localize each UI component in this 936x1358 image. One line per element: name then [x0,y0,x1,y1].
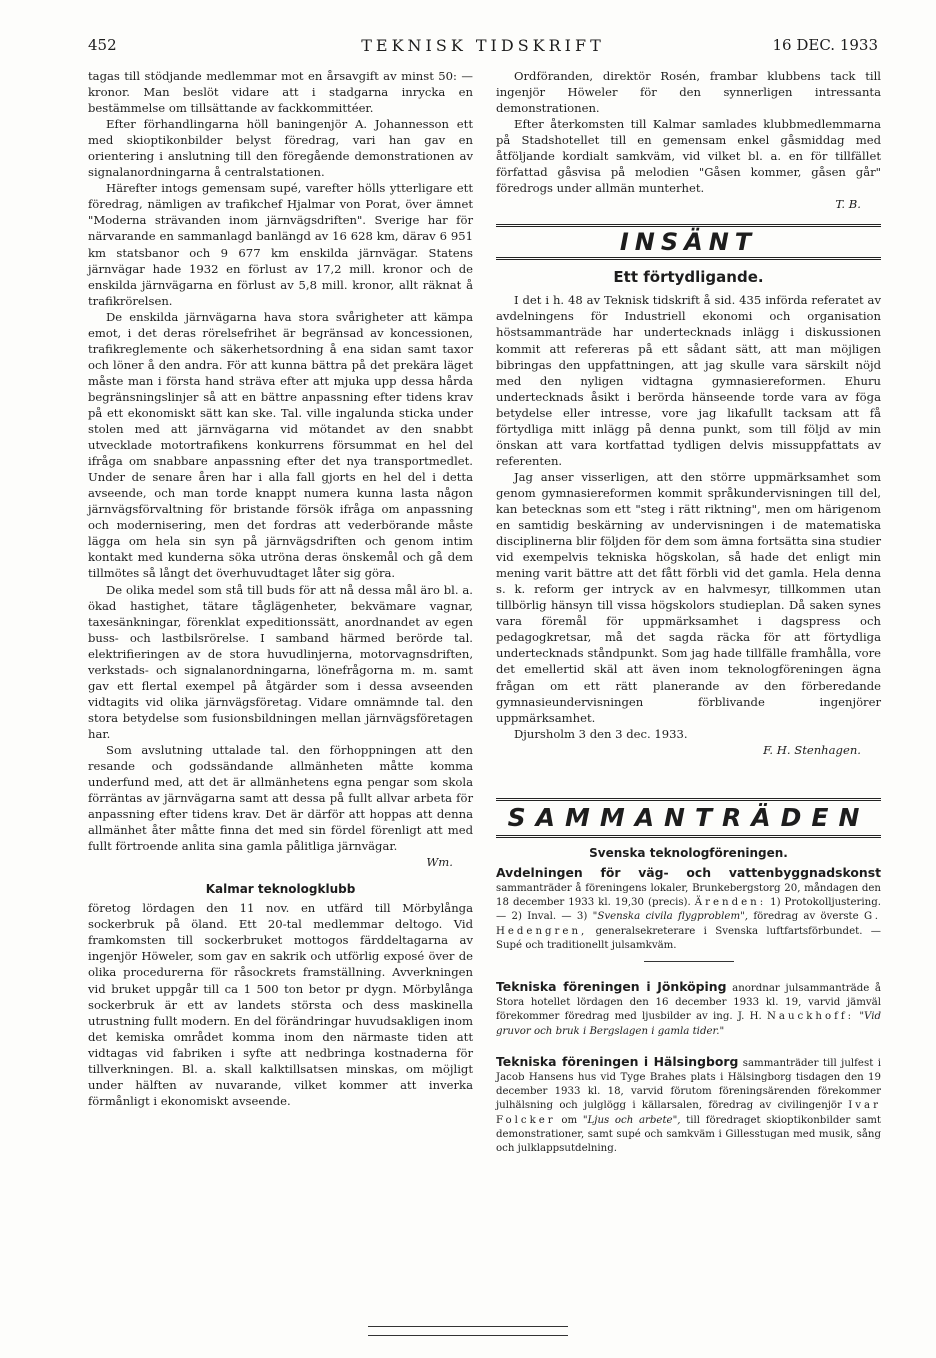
paragraph: Efter förhandlingarna höll baningenjör A. Johannesson ett med skioptikonbilder belyst föredrag, vari han gav en orientering i anslutning till den föregående demonstrationen av signalanordningarna å centralstationen. [88,117,473,180]
banner-text: INSÄNT [619,228,758,257]
paragraph: företog lördagen den 11 nov. en utfärd till Mörbylånga sockerbruk på öland. Ett 20-tal medlemmar deltogo. Vid framkomsten till sockerbruket mottogos färddeltagarna av ingenjör Höweler, som gav en sakrik och utförlig exposé över de olika procedurerna för råsockrets framställning. Avverkningen vid bruket uppgår till ca 1 500 ton betor pr dygn. Mörbylånga sockerbruk är ett av landets största och dess maskinella utrustning fullt modern. En del förändringar huvudsakligen inom det kemiska området komma inom den närmaste tiden att vidtagas vid fabriken i syfte att nedbringa kostnaderna för tillverkningen. Bl. a. skall kalktillsatsen minskas, om möjligt under hälften av nuvarande, vilket kommer att inverka förmånligt i ekonomiskt avseende. [88,901,473,1108]
paragraph: I det i h. 48 av Teknisk tidskrift å sid. 435 införda referatet av avdelningens för Industriell ekonomi och organisation höstsammanträde har undertecknads inlägg i diskussionen kommit att refereras på ett sådant sätt, att man möjligen bibringas den uppfattningen, att jag skulle vara särskilt nöjd med den nyligen vidtagna gymnasiereformen. Ehuru undertecknads åsikt i berörda hänseende torde vara av föga betydelse eller intresse, vore jag likafullt tacksam att få förtydliga mitt inlägg på denna punkt, som till följd av min önskan att vara kortfattad tydligen delvis missuppfattats av referenten. [496,293,881,468]
paragraph: Ordföranden, direktör Rosén, frambar klubbens tack till ingenjör Höweler för den synnerligen intressanta demonstrationen. [496,69,881,116]
entry-lead: Tekniska föreningen i Jönköping [496,978,727,994]
footer-rule [368,1326,568,1336]
paragraph: De olika medel som stå till buds för att nå dessa mål äro bl. a. ökad hastighet, tätare tåglägenheter, bekvämare vagnar, taxesänkningar, förenklat expeditionssätt, anordnandet av egen buss- och lastbilsrörelse. I samband härmed berörde tal. elektrifieringen av de stora huvudlinjerna, motorvagnsdriften, verkstads- och signalanordningarna, lönefrågorna m. m. samt gav ett flertal exempel på åtgärder som i dessa avseenden vidtagits vid olika järnvägsföretag. Vidare omnämnde tal. den stora betydelse som fusionsbildningen mellan järnvägsföretagen har. [88,582,473,741]
paragraph: Jag anser visserligen, att den större uppmärksamhet som genom gymnasiereformen kommit språkundervisningen till del, kan betecknas som ett "steg i rätt riktning", men om härigenom en samtidig beskärning av undervisningen i de matematiska disciplinerna blir följden för dem som ämna fortsätta sina studier vid exempelvis tekniska högskolan, så hade det enligt min mening varit bättre att det fått förbli vid det gamla. Hela denna s. k. reform ger intryck av en halvmesyr, tillkommen utan tillbörlig hänsyn till vissa högskolors studieplan. Då saken synes vara föremål för uppmärksamhet i dagspress och pedagogkretsar, må det sagda räcka för att förtydliga undertecknads ståndpunkt. Som jag hade tillfälle framhålla, vore det emellertid skäl att även inom teknologföreningen ägna frågan om ett rätt planerande av den förberedande gymnasieundervisningen förblivande ingenjörer uppmärksamhet. [496,469,881,725]
paragraph: Efter återkomsten till Kalmar samlades klubbmedlemmarna på Stadshotellet till en gemensam enkel gåsmiddag med åtföljande kordialt samkväm, vid vilket bl. a. en för tillfället författad gåsvisa på melodien "Gåsen kommer, gåsen går" föredrogs under allmän munterhet. [496,117,881,196]
signature: T. B. [835,197,861,212]
page-number: 452 [88,36,117,54]
issue-date: 16 DEC. 1933 [772,36,878,54]
meeting-entry: Tekniska föreningen i Jönköping anordnar julsammanträde å Stora hotellet lördagen den 16 december 1933 kl. 19, varvid jämväl förekommer föredrag med ljusbilder av ing. J. H. Nauckhoff: "Vid gruvor och bruk i Bergslagen i gamla tider." [496,978,881,1037]
paragraph: Härefter intogs gemensam supé, varefter hölls ytterligare ett föredrag, nämligen av trafikchef Hjalmar von Porat, över ämnet "Moderna strävanden inom järnvägsdriften". Sverige har för närvarande en sammanlagd banlängd av 16 628 km, därav 6 951 km statsbanor och 9 677 km enskilda järnvägar. Statens järnvägar hade 1932 en förlust av 17,2 mill. kronor och de enskilda järnvägarna en förlust av 5,8 mill. kronor, allt räknat å trafikrörelsen. [88,181,473,308]
insant-banner [496,224,881,260]
paragraph: De enskilda järnvägarna hava stora svårigheter att kämpa emot, i det deras rörelsefrihet är begränsad av koncessionen, trafikreglemente och säkerhetsordning å ena sidan samt taxor och löner å den andra. För att kunna bättra på det prekära läget måste man i första hand sträva efter att mjuka upp dessa hårda begränsningslinjer så att en bättre anpassning efter tidens krav på ett ekonomiskt sätt kan ske. Tal. ville ingalunda sticka under stolen med att järnvägarna vid mötandet av den snabbt utvecklade motortrafikens konkurrens försummat en hel del ifråga om snabbare anpassning efter det nya transportmedlet. Under de senare åren har i alla fall gjorts en hel del i detta avseende, och man torde knappt numera kunna lasta någon järnvägsförvaltning för bristande försök ifråga om anpassning och modernisering, men det fordras att vederbörande måste lägga om hela sin syn på järnvägsdriften och genom intim kontakt med kunderna söka utröna deras önskemål och gå dem tillmötes så långt det överhuvudtaget låter sig göra. [88,309,473,581]
meetings-subtitle: Svenska teknologföreningen. [589,845,788,860]
paragraph: Djursholm 3 den 3 dec. 1933. [514,726,688,741]
entry-lead: Tekniska föreningen i Hälsingborg [496,1053,739,1069]
right-column [496,68,881,1156]
signature: Wm. [426,855,453,870]
section-heading: Kalmar teknologklubb [205,882,356,897]
meeting-entry: Tekniska föreningen i Hälsingborg sammanträder till julfest i Jacob Hansens hus vid Tyge Brahes plats i Hälsingborg tisdagen den 19 december 1933 kl. 18, varvid förutom föreningsärenden förekommer julhälsning och julglögg i källarsalen, föredrag av civilingenjör Ivar Folcker om "Ljus och arbete", till föredraget skioptikonbilder samt demonstrationer, samt supé och samkväm i Gillesstugan med musik, sång och julklappsutdelning. [496,1053,881,1154]
running-header [88,36,878,58]
journal-title: TEKNISK TIDSKRIFT [361,36,605,55]
article-title: Ett förtydligande. [613,268,764,287]
divider [644,961,734,962]
meetings-banner [496,798,881,838]
paragraph: tagas till stödjande medlemmar mot en årsavgift av minst 50: — kronor. Man beslöt vidare att i stadgarna inrycka en bestämmelse om tillsättande av fackkommittéer. [88,69,473,116]
entry-lead: Avdelningen för väg- och vattenbyggnadskonst [496,864,881,880]
paragraph: Som avslutning uttalade tal. den förhoppningen att den resande och godssändande allmänheten måtte komma underfund med, att det är allmänhetens egna pengar som skola förräntas av järnvägarna samt att dessa på fullt allvar arbeta för anpassning efter tidens krav. Det är därför att hoppas att denna allmänhet åter måtte finna det med sin fördel förenligt att med fullt förtroende anlita sina gamla pålitliga järnvägar. [88,742,473,854]
meeting-entry: Avdelningen för väg- och vattenbyggnadskonst sammanträder å föreningens lokaler, Brunkebergstorg 20, måndagen den 18 december 1933 kl. 19,30 (precis). Ärenden: 1) Protokolljustering. — 2) Inval. — 3) "Svenska civila flygproblem", föredrag av överste G. Hedengren, generalsekreterare i Svenska luftfartsförbundet. — Supé och traditionellt julsamkväm. [496,864,881,951]
signature: F. H. Stenhagen. [763,742,861,757]
spacer [496,1039,881,1055]
left-column [88,68,473,1109]
banner-text: SAMMANTRÄDEN [507,802,870,832]
